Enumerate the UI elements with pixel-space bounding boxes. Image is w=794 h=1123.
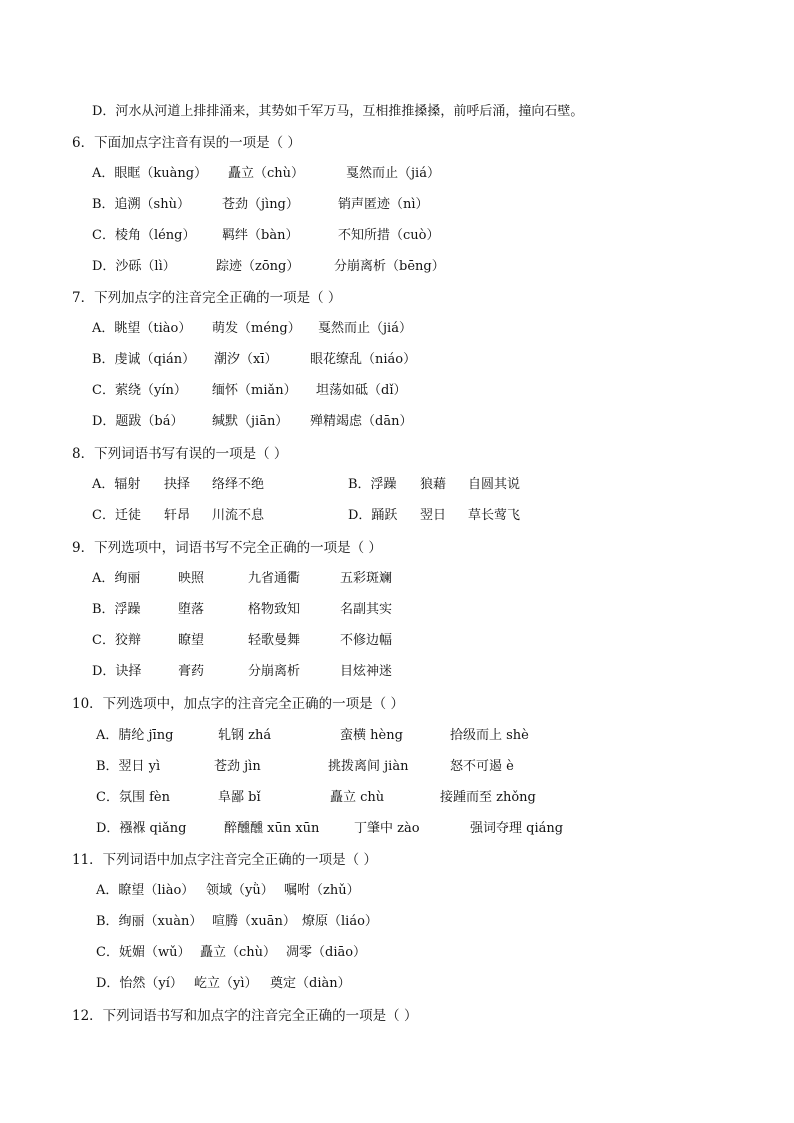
text-segment: 坦荡如砥（dǐ）: [316, 383, 407, 398]
text-segment: 矗立（chù）: [228, 166, 305, 181]
text-segment: 萌发（méng）: [212, 321, 301, 336]
text-segment: C．萦绕（yín）: [92, 383, 187, 398]
text-segment: D．怡然（yí）: [96, 976, 183, 991]
text-segment: A．辐射: [92, 477, 141, 492]
text-segment: B．追溯（shù）: [92, 197, 190, 212]
text-segment: 五彩斑斓: [340, 571, 393, 586]
text-segment: 9．下列选项中，词语书写不完全正确的一项是（ ）: [72, 540, 382, 556]
text-segment: 殚精竭虑（dān）: [310, 414, 413, 429]
text-segment: 12．下列词语书写和加点字的注音完全正确的一项是（ ）: [72, 1008, 418, 1024]
text-segment: 自圆其说: [468, 477, 521, 492]
text-segment: 6．下面加点字注音有误的一项是（ ）: [72, 135, 301, 151]
text-segment: 阜鄙 bǐ: [218, 790, 261, 805]
text-segment: 不修边幅: [340, 633, 393, 648]
text-segment: A．绚丽: [92, 571, 141, 586]
text-segment: 7．下列加点字的注音完全正确的一项是（ ）: [72, 290, 342, 306]
text-segment: 羁绊（bàn）: [222, 228, 299, 243]
text-segment: 络绎不绝: [212, 477, 265, 492]
text-segment: 踪迹（zōng）: [216, 259, 300, 274]
text-segment: C．妩媚（wǔ）: [96, 945, 191, 960]
text-segment: A．眺望（tiào）: [92, 321, 192, 336]
text-segment: 目炫神迷: [340, 664, 393, 679]
text-segment: B．浮躁: [348, 477, 397, 492]
text-segment: 堕落: [178, 602, 205, 617]
text-segment: 川流不息: [212, 508, 265, 523]
text-segment: 接踵而至 zhǒng: [440, 790, 536, 805]
text-segment: 格物致知: [248, 602, 301, 617]
text-segment: B．翌日 yì: [96, 759, 161, 774]
text-segment: B．浮躁: [92, 602, 141, 617]
text-segment: 戛然而止（jiá）: [346, 166, 440, 181]
text-segment: D．踊跃: [348, 508, 398, 523]
text-segment: 眼花缭乱（niáo）: [310, 352, 417, 367]
text-segment: 燎原（liáo）: [302, 914, 378, 929]
text-segment: 轩昂: [164, 508, 191, 523]
text-segment: 不知所措（cuò）: [338, 228, 440, 243]
text-segment: 苍劲 jìn: [214, 759, 261, 774]
text-segment: 屹立（yì）: [194, 976, 258, 991]
text-segment: D．襁褓 qiǎng: [96, 821, 187, 836]
text-segment: 翌日: [420, 508, 447, 523]
text-segment: 丁肇中 zào: [354, 821, 420, 836]
text-segment: 10．下列选项中，加点字的注音完全正确的一项是（ ）: [72, 696, 404, 712]
text-segment: 怒不可遏 è: [450, 759, 514, 774]
text-segment: 抉择: [164, 477, 191, 492]
text-segment: 轻歌曼舞: [248, 633, 301, 648]
text-segment: 11．下列词语中加点字注音完全正确的一项是（ ）: [72, 852, 377, 868]
text-segment: 醉醺醺 xūn xūn: [224, 821, 320, 836]
text-segment: 名副其实: [340, 602, 393, 617]
text-segment: 嘱咐（zhǔ）: [284, 883, 360, 898]
text-segment: 矗立（chù）: [200, 945, 277, 960]
q5-option-d-text: D．河水从河道上排排涌来，其势如千军万马，互相推推搡搡，前呼后涌，撞向石壁。: [92, 104, 584, 119]
text-segment: 喧腾（xuān）: [212, 914, 296, 929]
text-segment: C．狡辩: [92, 633, 141, 648]
text-segment: C．棱角（léng）: [92, 228, 196, 243]
text-segment: 强词夺理 qiáng: [470, 821, 564, 836]
text-segment: 蛮横 hèng: [340, 728, 403, 743]
text-segment: A．眼眶（kuàng）: [92, 166, 208, 181]
text-segment: 潮汐（xī）: [214, 352, 278, 367]
text-segment: C．氛围 fèn: [96, 790, 170, 805]
text-segment: 销声匿迹（nì）: [338, 197, 429, 212]
text-segment: D．题跋（bá）: [92, 414, 184, 429]
text-segment: B．绚丽（xuàn）: [96, 914, 203, 929]
text-segment: 苍劲（jìng）: [222, 197, 299, 212]
text-segment: 瞭望: [178, 633, 205, 648]
text-segment: 分崩离析（bēng）: [334, 259, 445, 274]
text-segment: A．腈纶 jīng: [96, 728, 174, 743]
text-segment: 九省通衢: [248, 571, 301, 586]
text-segment: 轧钢 zhá: [218, 728, 272, 743]
text-segment: 映照: [178, 571, 205, 586]
text-segment: 矗立 chù: [330, 790, 385, 805]
text-segment: 草长莺飞: [468, 508, 521, 523]
text-segment: A．瞭望（liào）: [96, 883, 195, 898]
text-segment: 狼藉: [420, 477, 447, 492]
text-segment: 领域（yǜ）: [206, 883, 274, 898]
text-segment: 缅怀（miǎn）: [212, 383, 297, 398]
text-segment: 挑拨离间 jiàn: [328, 759, 409, 774]
text-segment: D．诀择: [92, 664, 142, 679]
text-segment: D．沙砾（lì）: [92, 259, 176, 274]
text-segment: 8．下列词语书写有误的一项是（ ）: [72, 446, 288, 462]
text-segment: B．虔诚（qián）: [92, 352, 196, 367]
text-segment: 拾级而上 shè: [450, 728, 529, 743]
text-segment: 缄默（jiān）: [212, 414, 289, 429]
text-segment: 膏药: [178, 664, 205, 679]
text-segment: 戛然而止（jiá）: [318, 321, 412, 336]
text-segment: 分崩离析: [248, 664, 301, 679]
text-segment: 奠定（diàn）: [270, 976, 351, 991]
text-segment: 凋零（diāo）: [286, 945, 367, 960]
text-segment: C．迁徒: [92, 508, 141, 523]
